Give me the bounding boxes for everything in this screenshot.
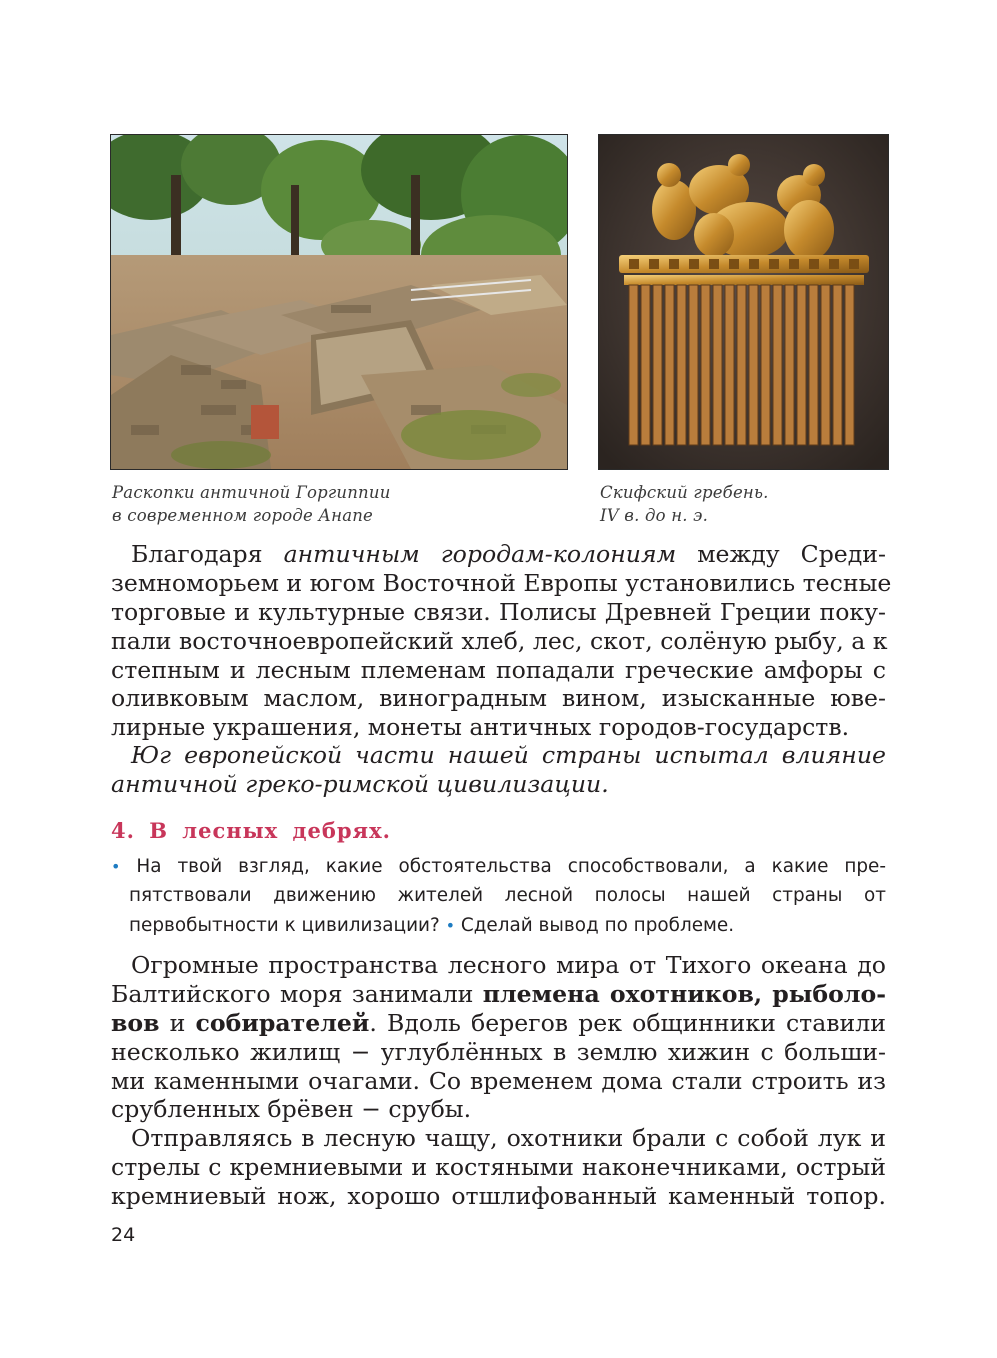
question-line: пятствовали движению жителей лесной полосы нашей страны от	[129, 885, 886, 907]
text-line: кремниевый нож, хорошо отшлифованный каменный топор.	[111, 1181, 886, 1210]
caption-line: IV в. до н. э.	[600, 506, 709, 525]
text-line: Юг европейской части нашей страны испытал влияние	[131, 741, 886, 769]
text-run: . Вдоль берегов рек общинники ставили	[369, 1008, 886, 1037]
text-line: срубленных брёвен − срубы.	[111, 1095, 472, 1124]
text-line: земноморьем и югом Восточной Европы установились тесные	[111, 568, 892, 597]
caption-comb	[600, 481, 769, 527]
paragraph-hunters	[111, 1124, 886, 1211]
caption-line: Раскопки античной Горгиппии	[112, 483, 391, 502]
text-line	[111, 540, 886, 569]
text-run: Благодаря	[131, 540, 284, 568]
text-run: первобытности к цивилизации?	[129, 914, 446, 936]
bold-term: племена охотников, рыболо-	[482, 979, 886, 1008]
text-run: Балтийского моря занимали	[111, 979, 483, 1008]
text-line: античной греко-римской цивилизации.	[111, 769, 609, 798]
text-line: Отправляясь в лесную чащу, охотники брали с собой лук и	[131, 1124, 886, 1152]
question-line	[111, 852, 886, 881]
text-line: лирные украшения, монеты античных городов-государств.	[111, 713, 850, 742]
scythian-comb-photo	[598, 134, 889, 470]
italic-term: античным городам-колониям	[283, 540, 677, 568]
caption-line: Скифский гребень.	[600, 483, 769, 502]
caption-gorgippia	[112, 481, 391, 527]
paragraph-conclusion	[111, 741, 886, 799]
caption-line: в современном городе Анапе	[112, 506, 374, 525]
section-heading: 4. В лесных дебрях.	[111, 818, 391, 843]
excavation-photo	[110, 134, 568, 470]
text-run: между Среди-	[676, 540, 886, 568]
bullet-icon: •	[445, 915, 456, 935]
paragraph-colonies	[111, 540, 892, 742]
text-line	[111, 980, 886, 1009]
page-number: 24	[111, 1224, 136, 1246]
text-line: оливковым маслом, виноградным вином, изысканные юве-	[111, 684, 886, 713]
text-run: Сделай вывод по проблеме.	[455, 914, 735, 936]
text-line: несколько жилищ − углублённых в землю хижин с больши-	[111, 1037, 886, 1066]
text-line: Огромные пространства лесного мира от Тихого океана до	[131, 951, 886, 979]
bold-term: вов	[111, 1008, 160, 1037]
text-line: стрелы с кремниевыми и костяными наконечниками, острый	[111, 1152, 886, 1181]
bullet-icon: •	[111, 857, 121, 876]
text-line	[111, 1009, 886, 1038]
text-run: На твой взгляд, какие обстоятельства способствовали, а какие пре-	[120, 856, 886, 877]
bold-term: собирателей	[195, 1008, 370, 1037]
question-line	[111, 911, 886, 940]
text-line: степным и лесным племенам попадали греческие амфоры с	[111, 655, 886, 684]
text-line: пали восточноевропейский хлеб, лес, скот, солёную рыбу, а к	[111, 626, 888, 655]
text-run: и	[159, 1008, 196, 1037]
text-line: торговые и культурные связи. Полисы Древней Греции поку-	[111, 597, 886, 626]
text-line: ми каменными очагами. Со временем дома стали строить из	[111, 1066, 886, 1095]
question-block	[111, 852, 886, 940]
paragraph-forest-tribes	[111, 951, 886, 1124]
